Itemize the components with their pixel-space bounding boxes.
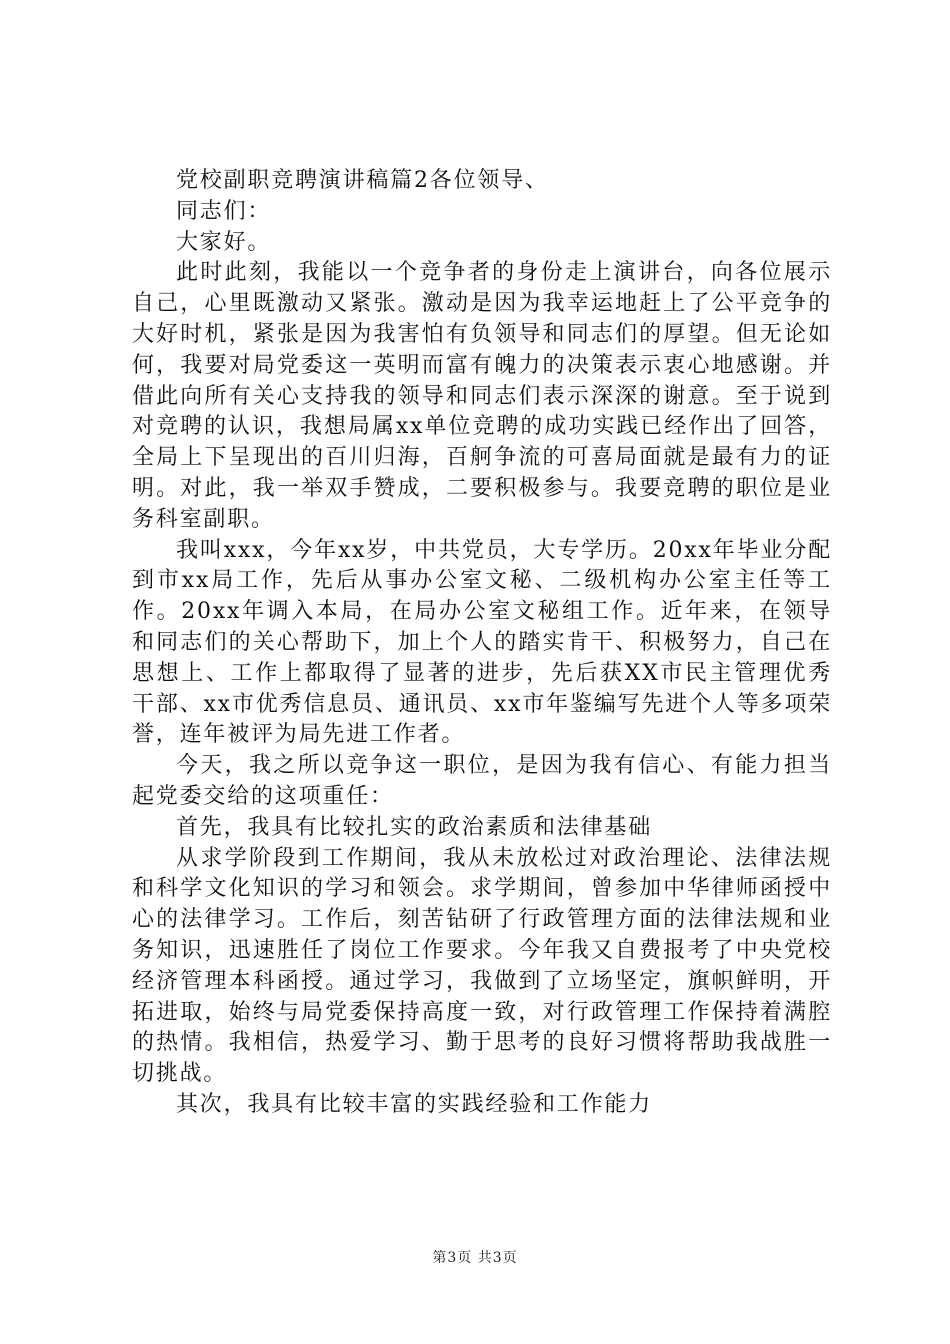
heading-line: 党校副职竞聘演讲稿篇2各位领导、 xyxy=(176,168,549,193)
salutation-line: 同志们： xyxy=(176,198,272,224)
paragraph-opening: 此时此刻，我能以一个竞争者的身份走上演讲台，向各位展示自己，心里既激动又紧张。激动是因为我幸运地赶上了公平竞争的大好时机，紧张是因为我害怕有负领导和同志们的厚望。但无论如何，我要对局党委这一英明而富有魄力的决策表示衷心地感谢。并借此向所有关心支持我的领导和同志们表示深深的谢意。至于说到对竞聘的认识，我想局属xx单位竞聘的成功实践已经作出了回答，全局上下呈现出的百川归海，百舸争流的可喜局面就是最有力的证明。对此，我一举双手赞成，二要积极参与。我要竞聘的职位是业务科室副职。 xyxy=(132,260,832,532)
document-body xyxy=(132,166,832,1121)
paragraph-motivation: 今天，我之所以竞争这一职位，是因为我有信心、有能力担当起党委交给的这项重任： xyxy=(132,753,832,809)
paragraph-self-introduction: 我叫xxx，今年xx岁，中共党员，大专学历。20xx年毕业分配到市xx局工作，先后从事办公室文秘、二级机构办公室主任等工作。20xx年调入本局，在局办公室文秘组工作。近年来，在领导和同志们的关心帮助下，加上个人的踏实肯干、积极努力，自己在思想上、工作上都取得了显著的进步，先后获XX市民主管理优秀干部、xx市优秀信息员、通讯员、xx市年鉴编写先进个人等多项荣誉，连年被评为局先进工作者。 xyxy=(132,537,832,748)
greeting-line: 大家好。 xyxy=(176,229,272,255)
section-heading-first: 首先，我具有比较扎实的政治素质和法律基础 xyxy=(176,814,653,840)
page-number: 第3页 共3页 xyxy=(432,1250,518,1266)
paragraph-study: 从求学阶段到工作期间，我从未放松过对政治理论、法律法规和科学文化知识的学习和领会。求学期间，曾参加中华律师函授中心的法律学习。工作后，刻苦钻研了行政管理方面的法律法规和业务知识，迅速胜任了岗位工作要求。今年我又自费报考了中央党校经济管理本科函授。通过学习，我做到了立场坚定，旗帜鲜明，开拓进取，始终与局党委保持高度一致，对行政管理工作保持着满腔的热情。我相信，热爱学习、勤于思考的良好习惯将帮助我战胜一切挑战。 xyxy=(132,845,832,1087)
section-heading-second: 其次，我具有比较丰富的实践经验和工作能力 xyxy=(176,1091,653,1117)
